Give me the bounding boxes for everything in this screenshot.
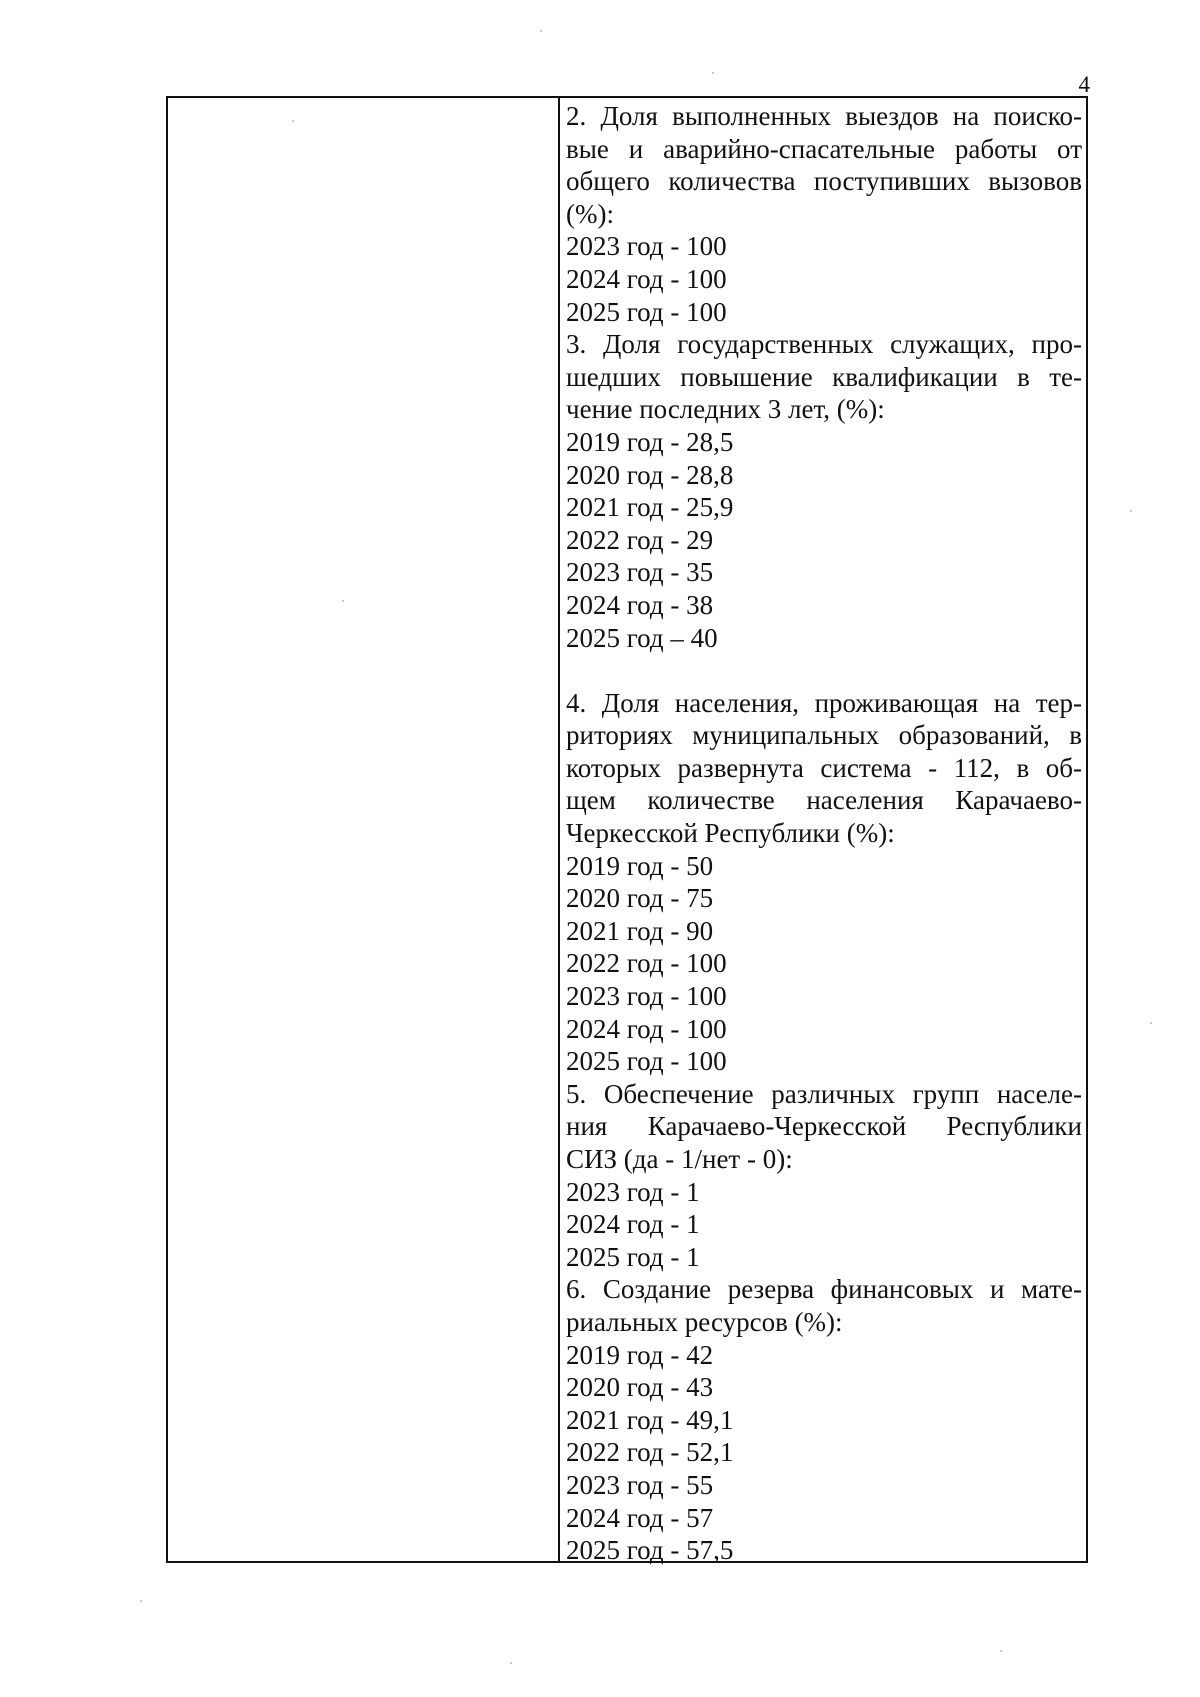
indicator-heading-line: 3. Доля государственных служащих, про- [566,329,1082,360]
scan-speck [1130,510,1132,512]
scan-speck [140,1600,142,1602]
indicator-text-line: риальных ресурсов (%): [566,1306,843,1337]
blank-line [566,654,1082,687]
indicator-text-line: 2024 год - 100 [566,1013,727,1044]
indicator-text-line: (%): [566,198,614,229]
indicator-text-line: 2023 год - 100 [566,981,727,1012]
indicator-text-line: общего количества поступивших вызовов [566,166,1082,197]
indicator-text-line: 2024 год - 57 [566,1502,714,1533]
indicator-text-line: 2023 год - 1 [566,1176,700,1207]
indicator-text-line: 2025 год - 1 [566,1241,700,1272]
table-right-cell [560,98,1086,1566]
table-left-cell [168,98,560,1561]
indicator-text-line: 2019 год - 42 [566,1339,714,1370]
indicator-text-line: вые и аварийно-спасательные работы от [566,133,1082,164]
indicator-text-line: которых развернута система - 112, в об- [566,752,1082,783]
indicator-text-line: 2024 год - 1 [566,1209,700,1240]
scan-speck [540,30,542,32]
indicator-text-line: ния Карачаево-Черкесской Республики [566,1111,1082,1142]
indicator-text-line: риториях муниципальных образований, в [566,720,1082,751]
indicator-heading-line: 6. Создание резерва финансовых и мате- [566,1274,1082,1305]
scan-speck [1000,1650,1002,1652]
indicator-heading-line: 4. Доля населения, проживающая на тер- [566,687,1082,718]
scan-speck [292,120,294,122]
indicator-text-line: 2021 год - 25,9 [566,492,734,523]
indicator-text-line: Черкесской Республики (%): [566,818,895,849]
indicator-text-line: 2019 год - 50 [566,850,714,881]
scan-speck [1150,1022,1152,1024]
indicator-text-line: СИЗ (да - 1/нет - 0): [566,1144,793,1174]
indicator-text-line: 2025 год - 100 [566,296,727,327]
indicator-text-line: 2019 год - 28,5 [566,426,734,457]
indicators-table [166,96,1088,1566]
indicator-text-line: 2025 год - 100 [566,1046,727,1077]
indicator-text-line: 2025 год - 57,5 [566,1535,734,1566]
indicator-text-line: 2020 год - 43 [566,1372,714,1403]
indicator-text-line: 2024 год - 100 [566,263,727,294]
scan-speck [342,600,344,602]
indicator-text-line: 2020 год - 28,8 [566,459,734,490]
indicator-text-line: 2022 год - 100 [566,948,727,979]
indicator-heading-line: 5. Обеспечение различных групп населе- [566,1078,1082,1109]
indicator-text-line: 2025 год – 40 [566,622,718,653]
indicator-text-line: 2021 год - 49,1 [566,1404,734,1435]
indicator-text-line: 2023 год - 100 [566,231,727,262]
indicator-text-line: чение последних 3 лет, (%): [566,394,885,425]
indicator-text-line: 2024 год - 38 [566,589,714,620]
indicator-text-line: шедших повышение квалификации в те- [566,361,1082,392]
indicator-text-line: 2020 год - 75 [566,883,714,914]
indicator-text-line: 2023 год - 35 [566,557,714,588]
page-number: 4 [1078,72,1090,97]
indicator-text-line: 2023 год - 55 [566,1469,714,1500]
scan-speck [510,1662,512,1664]
indicator-text-line: щем количестве населения Карачаево- [566,785,1082,816]
indicator-text-line: 2021 год - 90 [566,915,714,946]
indicator-text-line: 2022 год - 29 [566,524,714,555]
scan-speck [712,72,714,74]
indicator-heading-line: 2. Доля выполненных выездов на поиско- [566,101,1082,131]
indicator-text-line: 2022 год - 52,1 [566,1437,734,1468]
